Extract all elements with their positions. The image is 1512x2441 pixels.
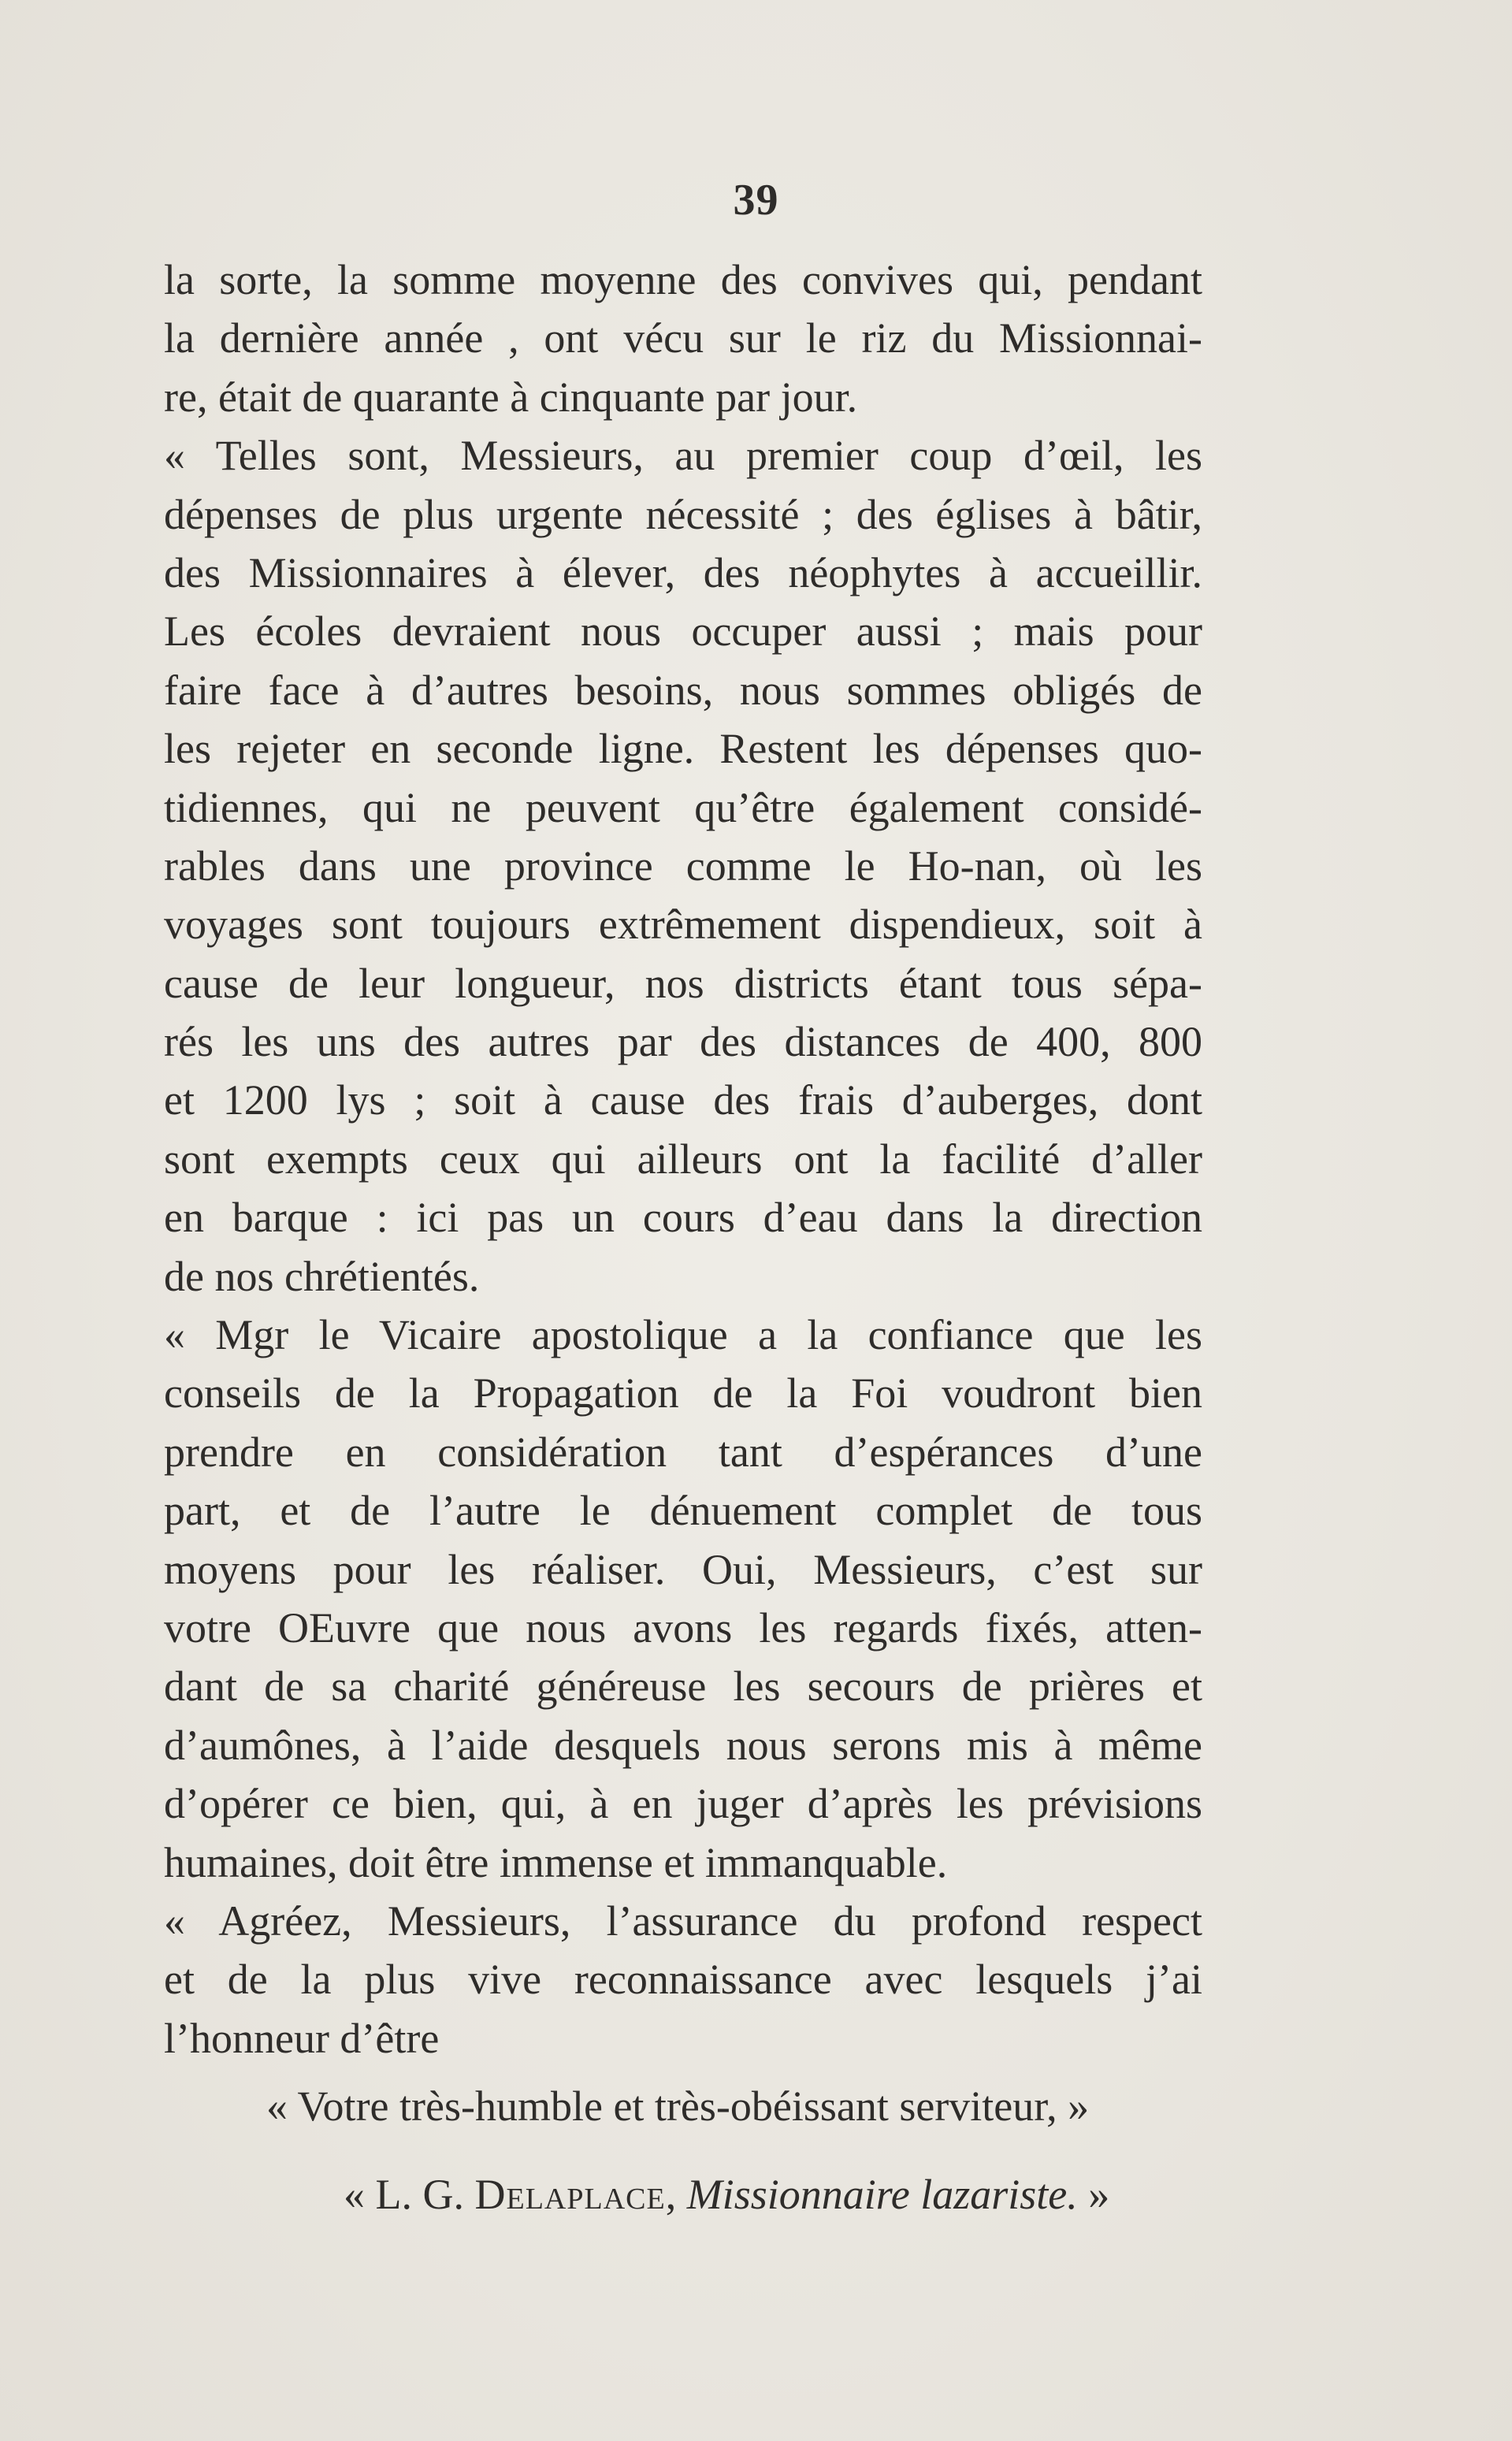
text-line: et 1200 lys ; soit à cause des frais d’auberges, dont	[164, 1076, 1202, 1124]
text-line: voyages sont toujours extrêmement dispendieux, soit à	[164, 901, 1202, 949]
salutation: « Votre très-humble et très-obéissant serviteur, »	[266, 2082, 1090, 2130]
signature-suffix: »	[1077, 2171, 1110, 2218]
text-line: re, était de quarante à cinquante par jour.	[164, 373, 858, 421]
signature	[344, 2165, 1109, 2224]
text-line: « Telles sont, Messieurs, au premier coup d’œil, les	[164, 432, 1202, 480]
text-line: prendre en considération tant d’espérances d’une	[164, 1428, 1202, 1476]
text-line: rables dans une province comme le Ho-nan, où les	[164, 842, 1202, 890]
text-line: sont exempts ceux qui ailleurs ont la facilité d’aller	[164, 1135, 1202, 1183]
text-line: dépenses de plus urgente nécessité ; des églises à bâtir,	[164, 490, 1202, 538]
page-number: 39	[733, 176, 779, 225]
text-line: de nos chrétientés.	[164, 1252, 480, 1300]
text-line: en barque : ici pas un cours d’eau dans la direction	[164, 1194, 1202, 1242]
text-line: rés les uns des autres par des distances de 400, 800	[164, 1018, 1202, 1066]
signature-prefix: « L. G.	[344, 2171, 475, 2218]
text-line: Les écoles devraient nous occuper aussi ; mais pour	[164, 607, 1202, 656]
signature-title: Missionnaire lazariste.	[686, 2171, 1078, 2218]
text-line: moyens pour les réaliser. Oui, Messieurs, c’est sur	[164, 1545, 1202, 1593]
text-line: faire face à d’autres besoins, nous sommes obligés de	[164, 666, 1202, 714]
text-line: la dernière année , ont vécu sur le riz du Missionnai-	[164, 314, 1202, 362]
text-line: tidiennes, qui ne peuvent qu’être également considé-	[164, 783, 1202, 831]
text-line: « Mgr le Vicaire apostolique a la confiance que les	[164, 1311, 1202, 1359]
text-line: cause de leur longueur, nos districts étant tous sépa-	[164, 959, 1202, 1007]
signature-separator: ,	[665, 2171, 687, 2218]
text-line: d’opérer ce bien, qui, à en juger d’après les prévisions	[164, 1780, 1202, 1828]
text-line: des Missionnaires à élever, des néophytes à accueillir.	[164, 548, 1202, 596]
text-line: les rejeter en seconde ligne. Restent les dépenses quo-	[164, 725, 1202, 773]
text-line: part, et de l’autre le dénuement complet de tous	[164, 1487, 1202, 1535]
body-text	[164, 251, 1202, 2068]
text-line: humaines, doit être immense et immanquable.	[164, 1838, 948, 1886]
text-line: votre OEuvre que nous avons les regards fixés, atten-	[164, 1603, 1202, 1651]
text-line: conseils de la Propagation de la Foi voudront bien	[164, 1369, 1202, 1417]
signature-name: Delaplace	[474, 2171, 666, 2218]
text-line: dant de sa charité généreuse les secours de prières et	[164, 1663, 1202, 1711]
text-line: la sorte, la somme moyenne des convives qui, pendant	[164, 256, 1202, 303]
text-line: l’honneur d’être	[164, 2014, 440, 2062]
text-line: et de la plus vive reconnaissance avec lesquels j’ai	[164, 1956, 1202, 2004]
text-line: d’aumônes, à l’aide desquels nous serons mis à même	[164, 1721, 1202, 1769]
text-line: « Agréez, Messieurs, l’assurance du profond respect	[164, 1897, 1202, 1945]
